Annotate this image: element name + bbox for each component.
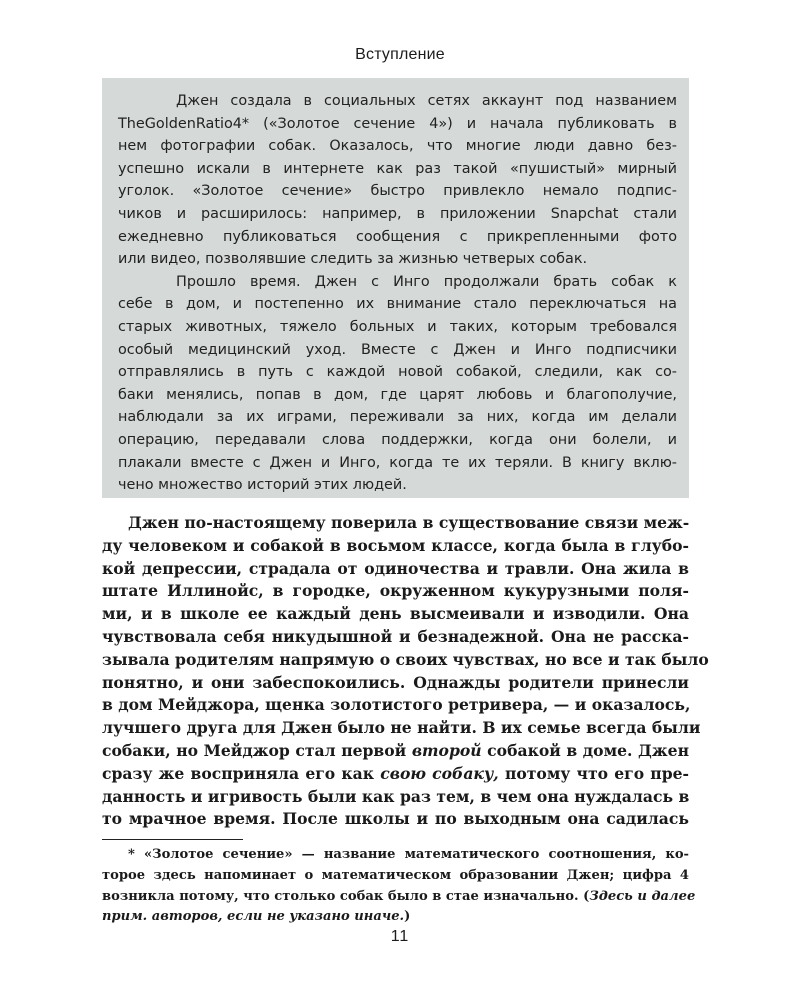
text-line [102,887,696,908]
text-line: данность и игривость были как раз тем, в чем она нуждалась в [102,786,690,806]
text-line: в дом Мейджора, щенка золотистого ретривера, — и оказалось, [102,695,691,715]
page-number: 11 [390,928,410,945]
italic-emphasis: второй [411,740,482,760]
italic-emphasis: Здесь и далее [589,888,696,904]
italic-emphasis: прим. авторов, если не указано иначе. [102,909,405,925]
text-line: ежедневно публиковаться сообщения с прикрепленными фото [118,228,677,245]
text-line: чено множество историй этих людей. [118,477,407,494]
text-line: чиков и расширилось: например, в приложении Snapchat стали [118,205,677,222]
text-line: Прошло время. Джен с Инго продолжали брать собак к [176,273,677,290]
text-line: чувствовала себя никудышной и безнадежной. Она не расска- [102,626,689,646]
body-text [102,512,709,831]
text-segment: потому что его пре- [498,763,689,783]
text-line: наблюдали за их играми, переживали за них, когда им делали [118,409,677,426]
footnote [102,845,696,928]
text-line: баки менялись, попав в дом, где царят любовь и благополучие, [118,386,677,403]
text-line: TheGoldenRatio4* («Золотое сечение 4») и начала публиковать в [118,115,677,132]
text-line: особый медицинский уход. Вместе с Джен и Инго подписчики [118,341,677,358]
text-line: уголок. «Золотое сечение» быстро привлекло немало подпис- [118,183,677,200]
text-line: плакали вместе с Джен и Инго, когда те их теряли. В книгу вклю- [118,454,677,471]
text-line: торое здесь напоминает о математическом образовании Джен; цифра 4 [102,867,689,883]
text-line [102,907,689,928]
text-line: операцию, передавали слова поддержки, когда они болели, и [118,431,677,448]
text-line [102,740,689,763]
text-line: ми, и в школе ее каждый день высмеивали и изводили. Она [102,604,689,624]
sidebar-box [102,78,689,498]
text-line: или видео, позволявшие следить за жизнью четверых собак. [118,251,588,268]
text-line: нем фотографии собак. Оказалось, что многие люди давно без- [118,138,677,155]
footnote-rule [102,839,243,840]
italic-emphasis: свою собаку, [380,763,499,783]
text-line: себе в дом, и постепенно их внимание стало переключаться на [118,296,677,313]
text-line [102,763,689,786]
text-line: зывала родителям напрямую о своих чувствах, но все и так было [102,649,709,669]
text-line: Джен создала в социальных сетях аккаунт под названием [176,93,677,109]
text-line: отправлялись в путь с каждой новой собакой, следили, как со- [118,364,677,381]
text-segment: сразу же восприняла его как [102,763,381,783]
text-segment: ) [404,909,411,925]
text-line: кой депрессии, страдала от одиночества и травли. Она жила в [102,558,689,578]
text-line: старых животных, тяжело больных и таких, которым требовался [118,318,677,335]
text-line: понятно, и они забеспокоились. Однажды родители принесли [102,672,689,692]
text-line: то мрачное время. После школы и по выходным она садилась [102,809,689,829]
text-segment: собакой в доме. Джен [481,740,689,760]
text-segment: собаки, но Мейджор стал первой [102,740,412,760]
text-line: ду человеком и собакой в восьмом классе, когда была в глубо- [102,535,689,555]
text-line: * «Золотое сечение» — название математического соотношения, ко- [128,847,689,862]
text-line: Джен по-настоящему поверила в существование связи меж- [128,513,690,532]
text-segment: возникла потому, что столько собак было в стае изначально. ( [102,888,590,904]
running-header: Вступление [355,46,445,63]
text-line: успешно искали в интернете как раз такой «пушистый» мирный [118,160,677,177]
text-line: штате Иллинойс, в городке, окруженном кукурузными поля- [102,581,689,601]
text-line: лучшего друга для Джен было не найти. В их семье всегда были [102,718,701,738]
